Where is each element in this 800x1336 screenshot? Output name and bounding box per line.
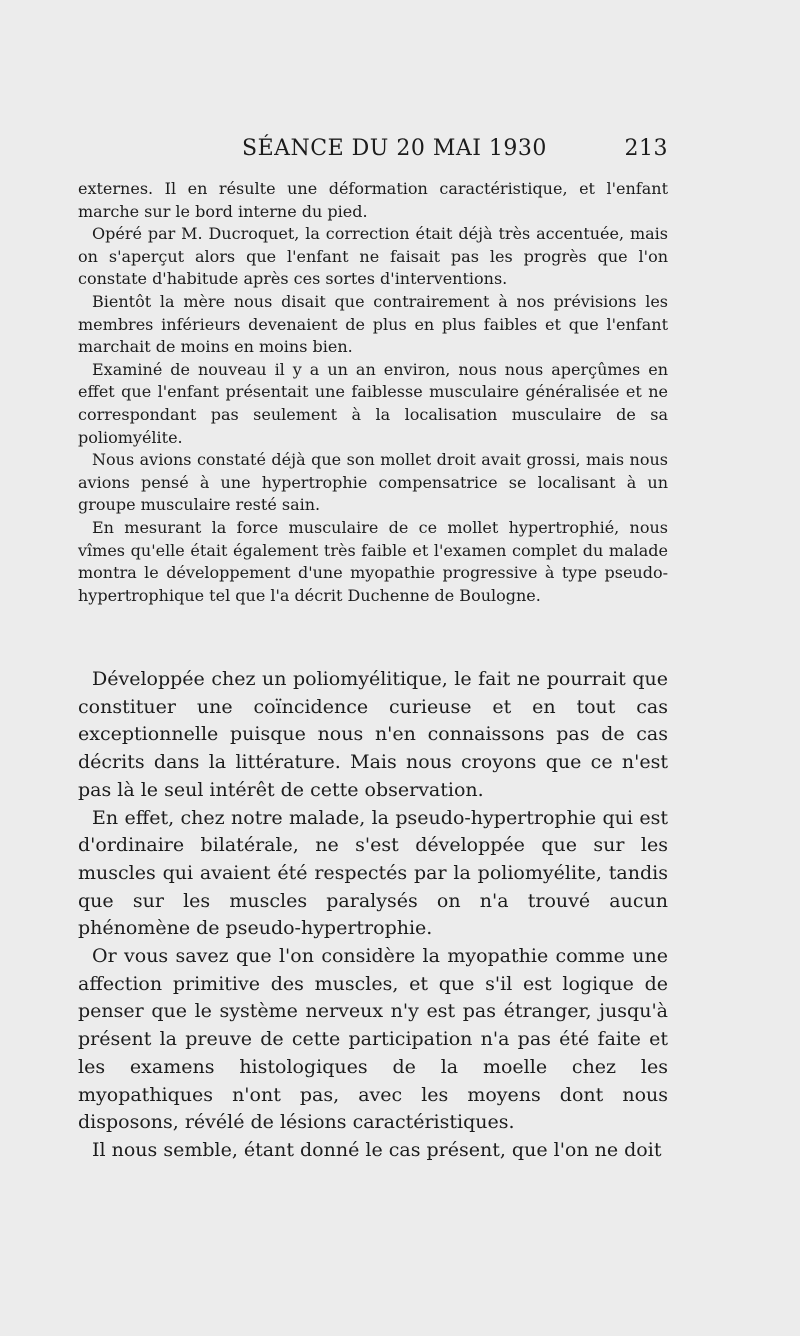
paragraph: Examiné de nouveau il y a un an environ, nous nous aperçûmes en effet que l'enfant présentait une faiblesse musculaire généralisée et ne correspondant pas seulement à la localisation musculaire de sa poliomyélite. [78,359,668,447]
paragraph: Développée chez un poliomyélitique, le fait ne pourrait que constituer une coïncidence curieuse et en tout cas exceptionnelle puisque nous n'en connaissons pas de cas décrits dans la littérature. Mais nous croyons que ce n'est pas là le seul intérêt de cette observation. [78,668,668,801]
paragraph: Opéré par M. Ducroquet, la correction était déjà très accentuée, mais on s'aperçut alors que l'enfant ne faisait pas les progrès que l'on constate d'habitude après ces sortes d'interventions. [78,224,668,289]
paragraph: Il nous semble, étant donné le cas présent, que l'on ne doit [92,1138,662,1161]
paragraph: En effet, chez notre malade, la pseudo-hypertrophie qui est d'ordinaire bilatérale, ne s'est développée que sur les muscles qui avaient été respectés par la poliomyélite, tandis que sur les muscles paralysés on n'a trouvé aucun phénomène de pseudo-hypertrophie. [78,806,668,940]
case-report-text [78,178,668,607]
paragraph: externes. Il en résulte une déformation caractéristique, et l'enfant marche sur le bord interne du pied. [78,179,668,221]
paragraph: Or vous savez que l'on considère la myopathie comme une affection primitive des muscles, et que s'il est logique de penser que le système nerveux n'y est pas étranger, jusqu'à présent la preuve de cette participation n'a pas été faite et les examens histologiques de la moelle chez les myopathiques n'ont pas, avec les moyens dont nous disposons, révélé de lésions caractéristiques. [78,945,668,1134]
paragraph: Nous avions constaté déjà que son mollet droit avait grossi, mais nous avions pensé à une hypertrophie compensatrice se localisant à un groupe musculaire resté sain. [78,450,668,515]
running-title: SÉANCE DU 20 MAI 1930 [242,136,547,161]
paragraph: Bientôt la mère nous disait que contrairement à nos prévisions les membres inférieurs devenaient de plus en plus faibles et que l'enfant marchait de moins en moins bien. [78,291,668,357]
discussion-text [78,666,668,1165]
paragraph: En mesurant la force musculaire de ce mollet hypertrophié, nous vîmes qu'elle était également très faible et l'examen complet du malade montra le développement d'une myopathie progressive à type pseudo-hypertrophique tel que l'a décrit Duchenne de Boulogne. [78,517,668,605]
page-number: 213 [624,136,668,161]
